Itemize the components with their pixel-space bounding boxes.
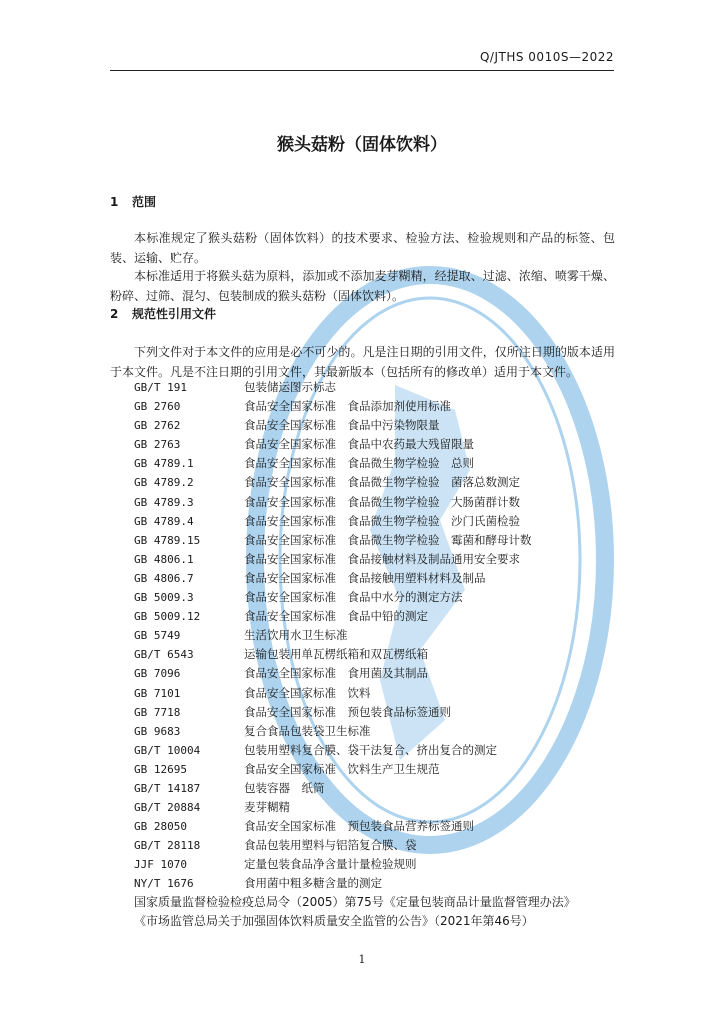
reference-code: GB 7718	[134, 705, 181, 719]
reference-code: GB/T 20884	[134, 801, 201, 815]
header-rule	[110, 70, 614, 71]
reference-code: GB 4806.7	[134, 571, 194, 585]
reference-code: GB 5009.12	[134, 610, 201, 624]
reference-title: 包装用塑料复合膜、袋干法复合、挤出复合的测定	[244, 742, 497, 757]
reference-code: GB/T 191	[134, 381, 187, 394]
reference-title: 食品安全国家标准 食品微生物学检验 沙门氏菌检验	[244, 513, 520, 528]
section-title: 规范性引用文件	[132, 307, 217, 321]
reference-title: 食品安全国家标准 食品中铅的测定	[244, 609, 428, 624]
reference-title: 食品包装用塑料与铝箔复合膜、袋	[244, 838, 417, 853]
reference-code: GB 5749	[134, 629, 181, 643]
regulation-reference: 《市场监管总局关于加强固体饮料质量安全监管的公告》（2021年第46号）	[134, 914, 534, 928]
section-number: 1	[110, 195, 119, 209]
reference-title: 食品安全国家标准 食品中农药最大残留限量	[244, 437, 474, 452]
reference-title: 食品安全国家标准 饮料生产卫生规范	[244, 761, 440, 776]
reference-title: 食品安全国家标准 食品中水分的测定方法	[244, 590, 463, 605]
reference-title: 食品安全国家标准 食品微生物学检验 菌落总数测定	[244, 475, 520, 490]
scope-paragraph: 本标准规定了猴头菇粉（固体饮料）的技术要求、检验方法、检验规则和产品的标签、包装、运输、贮存。	[110, 231, 615, 265]
section-2-heading	[110, 305, 216, 322]
reference-code: GB 7096	[134, 667, 181, 681]
reference-code: GB/T 28118	[134, 839, 201, 853]
reference-title: 食品安全国家标准 预包装食品营养标签通则	[244, 819, 474, 834]
reference-title: 食品安全国家标准 饮料	[244, 685, 371, 700]
section-1-heading	[110, 193, 156, 210]
document-title: 猴头菇粉（固体饮料）	[277, 135, 447, 155]
reference-title: 食品安全国家标准 食品中污染物限量	[244, 418, 440, 433]
reference-title: 包装储运图示标志	[244, 380, 336, 394]
reference-title: 食品安全国家标准 食用菌及其制品	[244, 666, 428, 681]
regulation-reference: 国家质量监督检验检疫总局令（2005）第75号《定量包装商品计量监督管理办法》	[134, 895, 576, 909]
scope-paragraph: 本标准适用于将猴头菇为原料，添加或不添加麦芽糊精，经提取、过滤、浓缩、喷雾干燥、粉碎、过筛、混匀、包装制成的猴头菇粉（固体饮料）。	[110, 269, 615, 303]
reference-title: 运输包装用单瓦楞纸箱和双瓦楞纸箱	[244, 647, 428, 662]
reference-title: 食品安全国家标准 预包装食品标签通则	[244, 704, 451, 719]
reference-code: GB 9683	[134, 724, 181, 738]
section-number: 2	[110, 307, 119, 321]
reference-code: GB 2762	[134, 419, 181, 433]
reference-code: GB 7101	[134, 686, 181, 700]
reference-code: GB 4789.3	[134, 495, 194, 509]
reference-title: 复合食品包装袋卫生标准	[244, 723, 371, 738]
reference-code: GB 4789.2	[134, 476, 194, 490]
reference-title: 定量包装食品净含量计量检验规则	[244, 857, 417, 872]
reference-title: 包装容器 纸筒	[244, 780, 325, 795]
references-intro: 下列文件对于本文件的应用是必不可少的。凡是注日期的引用文件，仅所注日期的版本适用于本文件。凡是不注日期的引用文件，其最新版本（包括所有的修改单）适用于本文件。	[110, 345, 615, 379]
reference-code: GB 4789.15	[134, 533, 201, 547]
reference-code: GB 4789.4	[134, 514, 194, 528]
reference-title: 食品安全国家标准 食品接触用塑料材料及制品	[244, 570, 486, 585]
reference-code: GB 12695	[134, 762, 187, 776]
reference-title: 麦芽糊精	[244, 800, 290, 815]
reference-code: GB 5009.3	[134, 591, 194, 605]
reference-code: NY/T 1676	[134, 877, 194, 891]
page-number: 1	[358, 953, 366, 966]
reference-title: 食品安全国家标准 食品微生物学检验 霉菌和酵母计数	[244, 532, 532, 547]
reference-title: 食品安全国家标准 食品接触材料及制品通用安全要求	[244, 551, 520, 566]
reference-code: GB/T 10004	[134, 743, 201, 757]
reference-code: GB 4806.1	[134, 552, 194, 566]
reference-code: GB/T 6543	[134, 648, 194, 662]
reference-title: 食品安全国家标准 食品微生物学检验 总则	[244, 456, 474, 471]
reference-code: GB 2760	[134, 400, 181, 414]
reference-code: JJF 1070	[134, 858, 187, 872]
standard-code: Q/JTHS 0010S—2022	[479, 50, 614, 64]
reference-code: GB/T 14187	[134, 781, 201, 795]
reference-title: 食品安全国家标准 食品微生物学检验 大肠菌群计数	[244, 494, 520, 509]
reference-title: 食品安全国家标准 食品添加剂使用标准	[244, 399, 451, 414]
reference-title: 食用菌中粗多糖含量的测定	[244, 876, 382, 891]
section-title: 范围	[132, 195, 157, 209]
reference-code: GB 4789.1	[134, 457, 194, 471]
reference-title: 生活饮用水卫生标准	[244, 628, 348, 643]
reference-code: GB 28050	[134, 820, 187, 834]
reference-code: GB 2763	[134, 438, 181, 452]
